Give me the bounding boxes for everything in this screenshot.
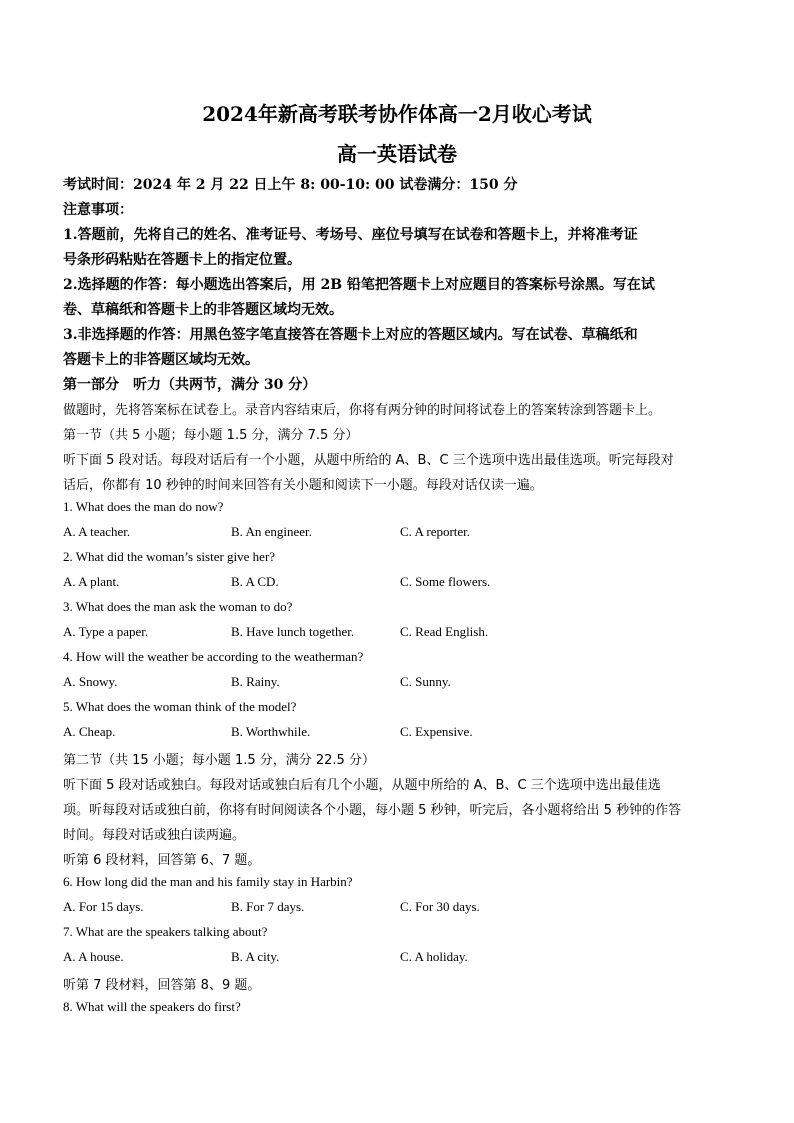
section-2-heading: 第二节（共 15 小题；每小题 1.5 分，满分 22.5 分） (63, 753, 375, 768)
notice-item-1-line-1: 1.答题前，先将自己的姓名、准考证号、考场号、座位号填写在试卷和答题卡上，并将准考证 (63, 227, 638, 243)
question-4-stem: 4. How will the weather be according to the weatherman? (63, 649, 364, 664)
question-7-option-b: B. A city. (231, 949, 280, 964)
question-4-option-a: A. Snowy. (63, 674, 118, 689)
question-4-option-b: B. Rainy. (231, 674, 280, 689)
question-6-option-c: C. For 30 days. (400, 899, 480, 914)
question-8-stem: 8. What will the speakers do first? (63, 999, 241, 1014)
exam-subtitle: 高一英语试卷 (337, 142, 457, 166)
section-1-intro-line-2: 话后，你都有 10 秒钟的时间来回答有关小题和阅读下一小题。每段对话仅读一遍。 (63, 478, 543, 493)
notice-heading: 注意事项： (63, 202, 133, 218)
question-2-option-a: A. A plant. (63, 574, 120, 589)
question-7-option-a: A. A house. (63, 949, 124, 964)
question-6-stem: 6. How long did the man and his family stay in Harbin? (63, 874, 353, 889)
question-5-stem: 5. What does the woman think of the model? (63, 699, 297, 714)
question-2-stem: 2. What did the woman’s sister give her? (63, 549, 276, 564)
section-1-heading: 第一节（共 5 小题；每小题 1.5 分，满分 7.5 分） (63, 428, 359, 443)
notice-item-2-line-1: 2.选择题的作答：每小题选出答案后，用 2B 铅笔把答题卡上对应题目的答案标号涂黑。写在试 (63, 277, 655, 293)
question-1-option-a: A. A teacher. (63, 524, 131, 539)
question-6-option-a: A. For 15 days. (63, 899, 144, 914)
question-4-option-c: C. Sunny. (400, 674, 451, 689)
part-1-heading: 第一部分 听力（共两节，满分 30 分） (63, 377, 317, 393)
question-3-option-a: A. Type a paper. (63, 624, 149, 639)
notice-item-3-line-2: 答题卡上的非答题区域均无效。 (63, 352, 259, 368)
question-1-option-b: B. An engineer. (231, 524, 312, 539)
question-2-option-b: B. A CD. (231, 574, 279, 589)
part-1-intro: 做题时，先将答案标在试卷上。录音内容结束后，你将有两分钟的时间将试卷上的答案转涂到答题卡上。 (63, 403, 662, 418)
question-1-option-c: C. A reporter. (400, 524, 471, 539)
question-2-option-c: C. Some flowers. (400, 574, 491, 589)
notice-item-1-line-2: 号条形码粘贴在答题卡上的指定位置。 (63, 252, 301, 268)
question-3-stem: 3. What does the man ask the woman to do? (63, 599, 293, 614)
exam-title: 2024年新高考联考协作体高一2月收心考试 (202, 102, 592, 126)
question-6-option-b: B. For 7 days. (231, 899, 305, 914)
notice-item-3-line-1: 3.非选择题的作答：用黑色签字笔直接答在答题卡上对应的答题区域内。写在试卷、草稿纸和 (63, 327, 638, 343)
exam-info: 考试时间：2024 年 2 月 22 日上午 8: 00-10: 00 试卷满分：150 分 (63, 177, 518, 193)
section-2-intro-line-1: 听下面 5 段对话或独白。每段对话或独白后有几个小题，从题中所给的 A、B、C 三个选项中选出最佳选 (63, 778, 661, 793)
material-6-instruction: 听第 6 段材料，回答第 6、7 题。 (63, 853, 261, 868)
question-3-option-c: C. Read English. (400, 624, 489, 639)
question-7-option-c: C. A holiday. (400, 949, 468, 964)
question-5-option-a: A. Cheap. (63, 724, 116, 739)
section-2-intro-line-3: 时间。每段对话或独白读两遍。 (63, 828, 246, 843)
material-7-instruction: 听第 7 段材料，回答第 8、9 题。 (63, 978, 261, 993)
question-7-stem: 7. What are the speakers talking about? (63, 924, 268, 939)
question-3-option-b: B. Have lunch together. (231, 624, 355, 639)
notice-item-2-line-2: 卷、草稿纸和答题卡上的非答题区域均无效。 (63, 302, 343, 318)
section-2-intro-line-2: 项。听每段对话或独白前，你将有时间阅读各个小题，每小题 5 秒钟，听完后，各小题将给出 5 秒钟的作答 (63, 803, 682, 818)
question-5-option-c: C. Expensive. (400, 724, 473, 739)
question-1-stem: 1. What does the man do now? (63, 499, 224, 514)
section-1-intro-line-1: 听下面 5 段对话。每段对话后有一个小题，从题中所给的 A、B、C 三个选项中选出最佳选项。听完每段对 (63, 453, 674, 468)
question-5-option-b: B. Worthwhile. (231, 724, 311, 739)
